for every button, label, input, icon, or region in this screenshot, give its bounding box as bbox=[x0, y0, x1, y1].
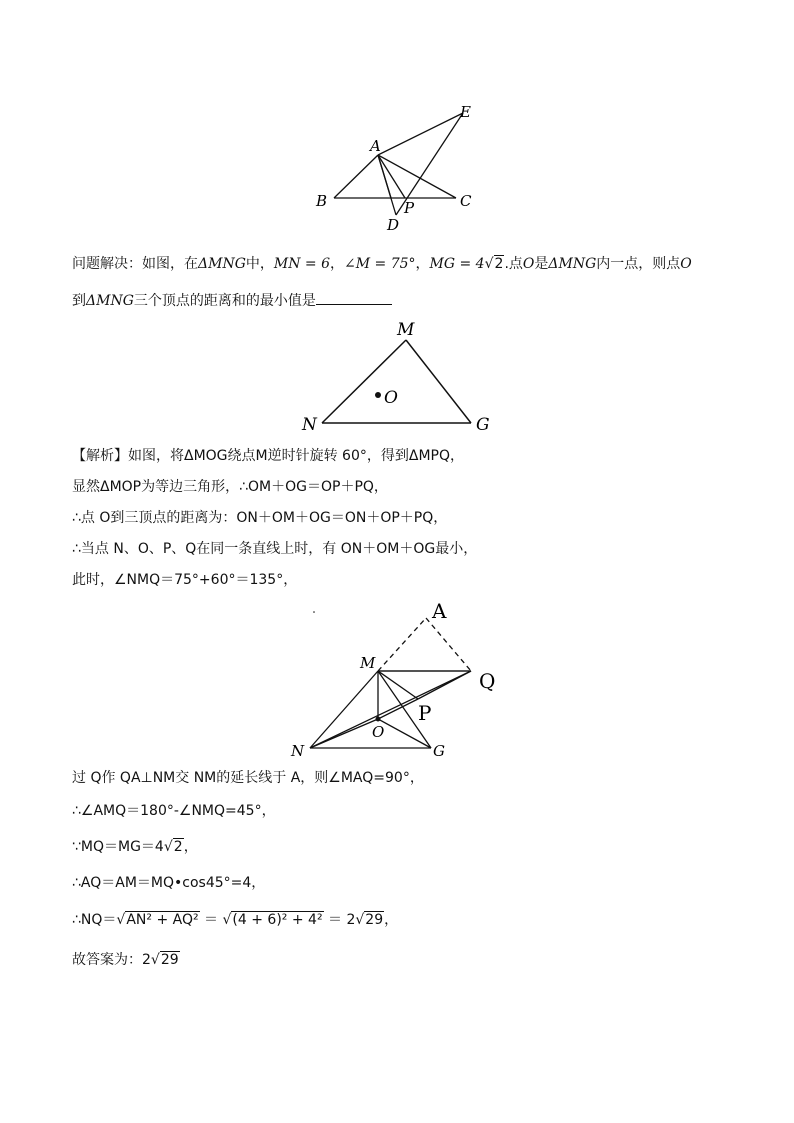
angle-m: ∠M = 75° bbox=[344, 256, 416, 272]
fig3-label-n: N bbox=[291, 742, 305, 760]
fig3-label-g: G bbox=[433, 742, 445, 760]
radicand: (4 + 6)² + 4² bbox=[232, 912, 323, 928]
problem-text: 是 bbox=[534, 256, 549, 272]
fig2-label-g: G bbox=[476, 415, 490, 435]
solution-line-9: ∴AQ＝AM＝MQ•cos45°=4， bbox=[72, 875, 266, 891]
mg-radicand: 2 bbox=[494, 256, 504, 272]
fig1-label-a: A bbox=[370, 137, 381, 155]
solution-line-8: ∵MQ＝MG＝4√2， bbox=[72, 839, 198, 855]
fig3-label-m: M bbox=[360, 654, 376, 672]
fig2-label-o: O bbox=[384, 388, 398, 408]
fig2-label-n: N bbox=[302, 415, 317, 435]
answer-blank bbox=[316, 290, 392, 305]
solution-line-1: 【解析】如图，将ΔMOG绕点M逆时针旋转 60°，得到ΔMPQ， bbox=[72, 448, 464, 464]
fig3-label-o: O bbox=[372, 723, 385, 741]
triangle-mng: ΔMNG bbox=[86, 293, 134, 309]
problem-line-2 bbox=[72, 290, 392, 311]
fig3-label-p: P bbox=[418, 701, 432, 725]
fig2-label-m: M bbox=[397, 320, 415, 340]
fig3-label-a: A bbox=[432, 599, 447, 623]
solution-text: ∴NQ＝ bbox=[72, 912, 117, 928]
radicand: 29 bbox=[160, 952, 179, 968]
solution-text: ＝ 2 bbox=[328, 912, 356, 928]
fig1-label-c: C bbox=[460, 192, 472, 210]
point-o: O bbox=[680, 256, 692, 272]
solution-line-2: 显然ΔMOP为等边三角形，∴OM＋OG＝OP＋PQ， bbox=[72, 479, 388, 495]
triangle-mng: ΔMNG bbox=[198, 256, 246, 272]
radicand: 29 bbox=[365, 912, 384, 928]
fig1-label-b: B bbox=[316, 192, 328, 210]
solution-text: ， bbox=[183, 839, 198, 855]
fig1-label-d: D bbox=[387, 216, 400, 234]
problem-text: 中， bbox=[245, 256, 274, 272]
point-o: O bbox=[522, 256, 535, 272]
triangle-mng: ΔMNG bbox=[548, 256, 597, 272]
problem-text: .点 bbox=[504, 256, 523, 272]
problem-text: 内一点，则点 bbox=[596, 256, 681, 272]
mn-value: MN = 6 bbox=[273, 256, 331, 272]
radicand: 2 bbox=[173, 839, 183, 855]
figure-3-rotation bbox=[286, 596, 516, 762]
solution-text: ＝ bbox=[204, 912, 219, 928]
solution-line-10: ∴NQ＝√AN² + AQ² ＝ √(4 + 6)² + 4² ＝ 2√29， bbox=[72, 912, 399, 928]
problem-text: 问题解决：如图，在 bbox=[72, 256, 198, 272]
mg-value: MG = 4 bbox=[429, 256, 485, 272]
solution-line-7: ∴∠AMQ＝180°-∠NMQ=45°， bbox=[72, 803, 276, 819]
solution-text: ∵MQ＝MG＝4 bbox=[72, 839, 164, 855]
problem-text: 到 bbox=[72, 293, 86, 309]
fig1-label-p: P bbox=[404, 199, 415, 217]
figure-2-triangle-mng bbox=[296, 318, 506, 438]
solution-line-6: 过 Q作 QA⊥NM交 NM的延长线于 A，则∠MAQ=90°， bbox=[72, 770, 424, 786]
solution-line-11: 故答案为：2√29 bbox=[72, 952, 179, 968]
solution-line-3: ∴点 O到三顶点的距离为：ON＋OM＋OG＝ON＋OP＋PQ， bbox=[72, 510, 448, 526]
solution-line-4: ∴当点 N、O、P、Q在同一条直线上时，有 ON＋OM＋OG最小， bbox=[72, 541, 478, 557]
solution-line-5: 此时，∠NMQ＝75°+60°＝135°， bbox=[72, 572, 298, 588]
radicand: AN² + AQ² bbox=[126, 912, 199, 928]
answer-text: 故答案为：2 bbox=[72, 952, 151, 968]
solution-text: ， bbox=[384, 912, 399, 928]
fig1-label-e: E bbox=[460, 103, 471, 121]
problem-line-1: 问题解决：如图，在ΔMNG中，MN = 6，∠M = 75°，MG = 4√2.点O是ΔMNG内一点，则点O bbox=[72, 256, 692, 272]
fig3-label-q: Q bbox=[479, 669, 496, 693]
problem-text: 三个顶点的距离和的最小值是 bbox=[133, 293, 316, 309]
figure-1-triangle-abc bbox=[300, 100, 490, 240]
